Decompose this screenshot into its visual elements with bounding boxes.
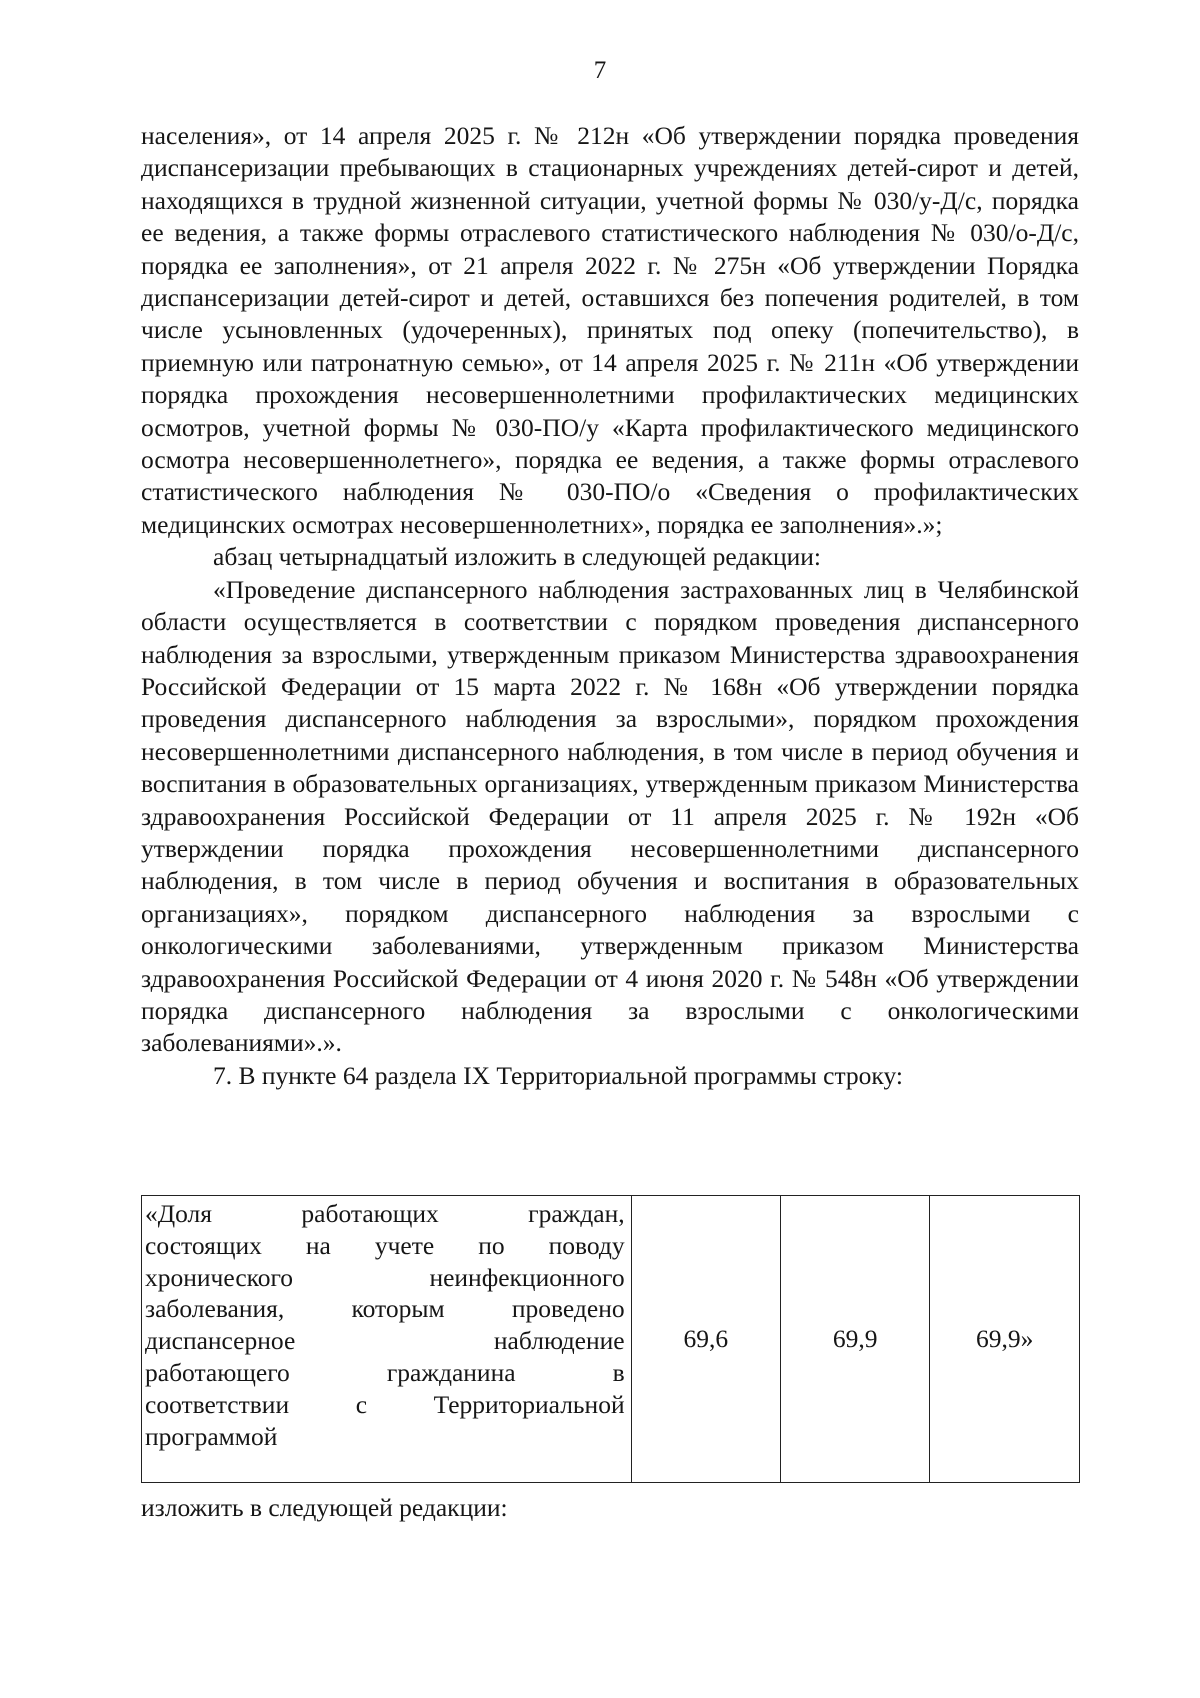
indicator-table bbox=[141, 1195, 1080, 1483]
paragraph-item-7: 7. В пункте 64 раздела IX Территориальной программы строку: bbox=[213, 1060, 903, 1090]
indicator-line: соответствии с Территориальной bbox=[145, 1389, 625, 1419]
table-row bbox=[142, 1196, 1080, 1483]
paragraph-instruction: абзац четырнадцатый изложить в следующей редакции: bbox=[213, 542, 822, 572]
indicator-line: «Доля работающих граждан, bbox=[145, 1199, 625, 1228]
indicator-line: диспансерное наблюдение bbox=[145, 1326, 625, 1356]
indicator-line: хронического неинфекционного bbox=[145, 1262, 625, 1292]
indicator-line: заболевания, которым проведено bbox=[145, 1294, 625, 1324]
indicator-line: работающего гражданина в bbox=[145, 1357, 625, 1387]
value-cell-2: 69,9 bbox=[781, 1196, 930, 1483]
body-text bbox=[141, 120, 1079, 1092]
after-table-text: изложить в следующей редакции: bbox=[141, 1493, 508, 1522]
value-cell-1: 69,6 bbox=[631, 1196, 780, 1483]
indicator-line: программой bbox=[145, 1421, 278, 1451]
paragraph-new-text: «Проведение диспансерного наблюдения застрахованных лиц в Челябинской области осуществляется в соответствии с порядком проведения диспансерного наблюдения за взрослыми, утвержденным приказом Министерства здравоохранения Российской Федерации от 15 марта 2022 г. № 168н «Об утверждении порядка проведения диспансерного наблюдения за взрослыми», порядком прохождения несовершеннолетними диспансерного наблюдения, в том числе в период обучения и воспитания в образовательных организациях, утвержденным приказом Министерства здравоохранения Российской Федерации от 11 апреля 2025 г. № 192н «Об утверждении порядка прохождения несовершеннолетними диспансерного наблюдения, в том числе в период обучения и воспитания в образовательных организациях», порядком диспансерного наблюдения за взрослыми с онкологическими заболеваниями, утвержденным приказом Министерства здравоохранения Российской Федерации от 4 июня 2020 г. № 548н «Об утверждении порядка диспансерного наблюдения за взрослыми с онкологическими заболеваниями».». bbox=[141, 574, 1079, 1058]
paragraph-order-list: населения», от 14 апреля 2025 г. № 212н «Об утверждении порядка проведения диспансеризации пребывающих в стационарных учреждениях детей-сирот и детей, находящихся в трудной жизненной ситуации, учетной формы № 030/у-Д/с, порядка ее ведения, а также формы отраслевого статистического наблюдения № 030/о-Д/с, порядка ее заполнения», от 21 апреля 2022 г. № 275н «Об утверждении Порядка диспансеризации детей-сирот и детей, оставшихся без попечения родителей, в том числе усыновленных (удочеренных), принятых под опеку (попечительство), в приемную или патронатную семью», от 14 апреля 2025 г. № 211н «Об утверждении порядка прохождения несовершеннолетними профилактических медицинских осмотров, учетной формы № 030-ПО/у «Карта профилактического медицинского осмотра несовершеннолетнего», порядка ее ведения, а также формы отраслевого статистического наблюдения № 030-ПО/о «Сведения о профилактических медицинских осмотрах несовершеннолетних», порядка ее заполнения».»; bbox=[141, 121, 1079, 539]
page-number: 7 bbox=[593, 57, 607, 84]
indicator-line: состоящих на учете по поводу bbox=[145, 1230, 625, 1260]
value-cell-3: 69,9» bbox=[930, 1196, 1080, 1483]
indicator-name-cell bbox=[142, 1196, 632, 1483]
